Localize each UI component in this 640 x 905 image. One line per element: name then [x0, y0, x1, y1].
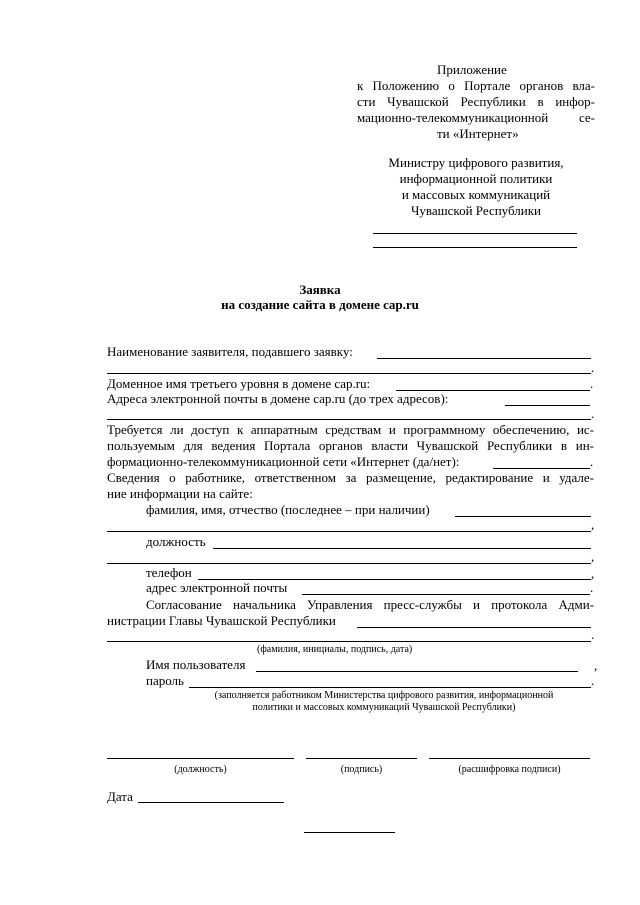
- bottom-divider: [304, 832, 395, 833]
- domain-name-label: Доменное имя третьего уровня в домене cap.ru:: [107, 376, 371, 391]
- dot: .: [590, 454, 594, 469]
- applicant-name-label: Наименование заявителя, подавшего заявку:: [107, 344, 353, 359]
- access-question-line: Требуется ли доступ к аппаратным средствам и программному обеспечению, ис-: [107, 422, 594, 437]
- appendix-line: мационно-телекоммуникационной се-: [357, 110, 595, 125]
- applicant-name-field-2[interactable]: [107, 373, 591, 374]
- appendix-line: ти «Интернет»: [437, 126, 519, 141]
- full-name-field[interactable]: [455, 516, 591, 517]
- dot: .: [591, 673, 595, 688]
- access-question-line: пользуемым для ведения Портала органов власти Чувашской Республики в ин-: [107, 438, 594, 453]
- dot: .: [590, 580, 594, 595]
- appendix-line: к Положению о Портале органов вла-: [357, 78, 595, 93]
- appendix-line: сти Чувашской Республики в инфор-: [357, 94, 595, 109]
- fill-note-line: политики и массовых коммуникаций Чувашской Республики): [252, 702, 516, 713]
- date-field[interactable]: [138, 802, 284, 803]
- signature-decoding-field[interactable]: [429, 758, 590, 759]
- approval-caption: (фамилия, инициалы, подпись, дата): [257, 644, 413, 655]
- comma: ,: [591, 566, 595, 581]
- date-label: Дата: [107, 789, 133, 804]
- signature-field[interactable]: [306, 758, 417, 759]
- dot: .: [591, 360, 595, 375]
- emails-label: Адреса электронной почты в домене cap.ru (до трех адресов):: [107, 391, 449, 406]
- addressee-line: Чувашской Республики: [410, 203, 542, 218]
- fill-note-line: (заполняется работником Министерства цифрового развития, информационной: [214, 690, 554, 701]
- addressee-line: информационной политики: [399, 171, 553, 186]
- phone-label: телефон: [146, 565, 192, 580]
- access-answer-field[interactable]: [493, 468, 590, 469]
- dot: .: [591, 627, 595, 642]
- emails-field[interactable]: [505, 405, 590, 406]
- access-question-line: формационно-телекоммуникационной сети «Интернет (да/нет):: [107, 454, 460, 469]
- full-name-label: фамилия, имя, отчество (последнее – при наличии): [146, 502, 430, 517]
- dot: .: [590, 376, 594, 391]
- comma: ,: [591, 549, 595, 564]
- position-field[interactable]: [213, 548, 591, 549]
- position-field-2[interactable]: [107, 563, 591, 564]
- username-label: Имя пользователя: [146, 657, 246, 672]
- signature-decoding-caption: (расшифровка подписи): [458, 764, 561, 775]
- addressee-line: и массовых коммуникаций: [401, 187, 551, 202]
- approval-field[interactable]: [357, 627, 591, 628]
- employee-info-line: Сведения о работнике, ответственном за размещение, редактирование и удале-: [107, 470, 594, 485]
- applicant-name-field[interactable]: [377, 358, 591, 359]
- position-label: должность: [146, 534, 206, 549]
- email-label: адрес электронной почты: [146, 580, 288, 595]
- signature-caption: (подпись): [340, 764, 383, 775]
- password-label: пароль: [146, 673, 184, 688]
- username-field[interactable]: [256, 671, 578, 672]
- document-subtitle: на создание сайта в домене cap.ru: [221, 297, 419, 312]
- signature-position-caption: (должность): [174, 764, 227, 775]
- signature-position-field[interactable]: [107, 758, 294, 759]
- approval-line: нистрации Главы Чувашской Республики: [107, 613, 336, 628]
- addressee-blank-line[interactable]: [373, 247, 577, 248]
- appendix-title: Приложение: [437, 62, 507, 77]
- dot: .: [591, 406, 595, 421]
- approval-field-2[interactable]: [107, 641, 591, 642]
- approval-line: Согласование начальника Управления пресс-службы и протокола Адми-: [146, 597, 594, 612]
- comma: ,: [594, 658, 598, 673]
- addressee-line: Министру цифрового развития,: [388, 155, 564, 170]
- employee-info-line: ние информации на сайте:: [107, 486, 253, 501]
- document-title: Заявка: [299, 282, 341, 297]
- password-field[interactable]: [189, 687, 591, 688]
- emails-field-2[interactable]: [107, 419, 591, 420]
- full-name-field-2[interactable]: [107, 531, 591, 532]
- email-field[interactable]: [302, 594, 590, 595]
- addressee-blank-line[interactable]: [373, 233, 577, 234]
- comma: ,: [591, 517, 595, 532]
